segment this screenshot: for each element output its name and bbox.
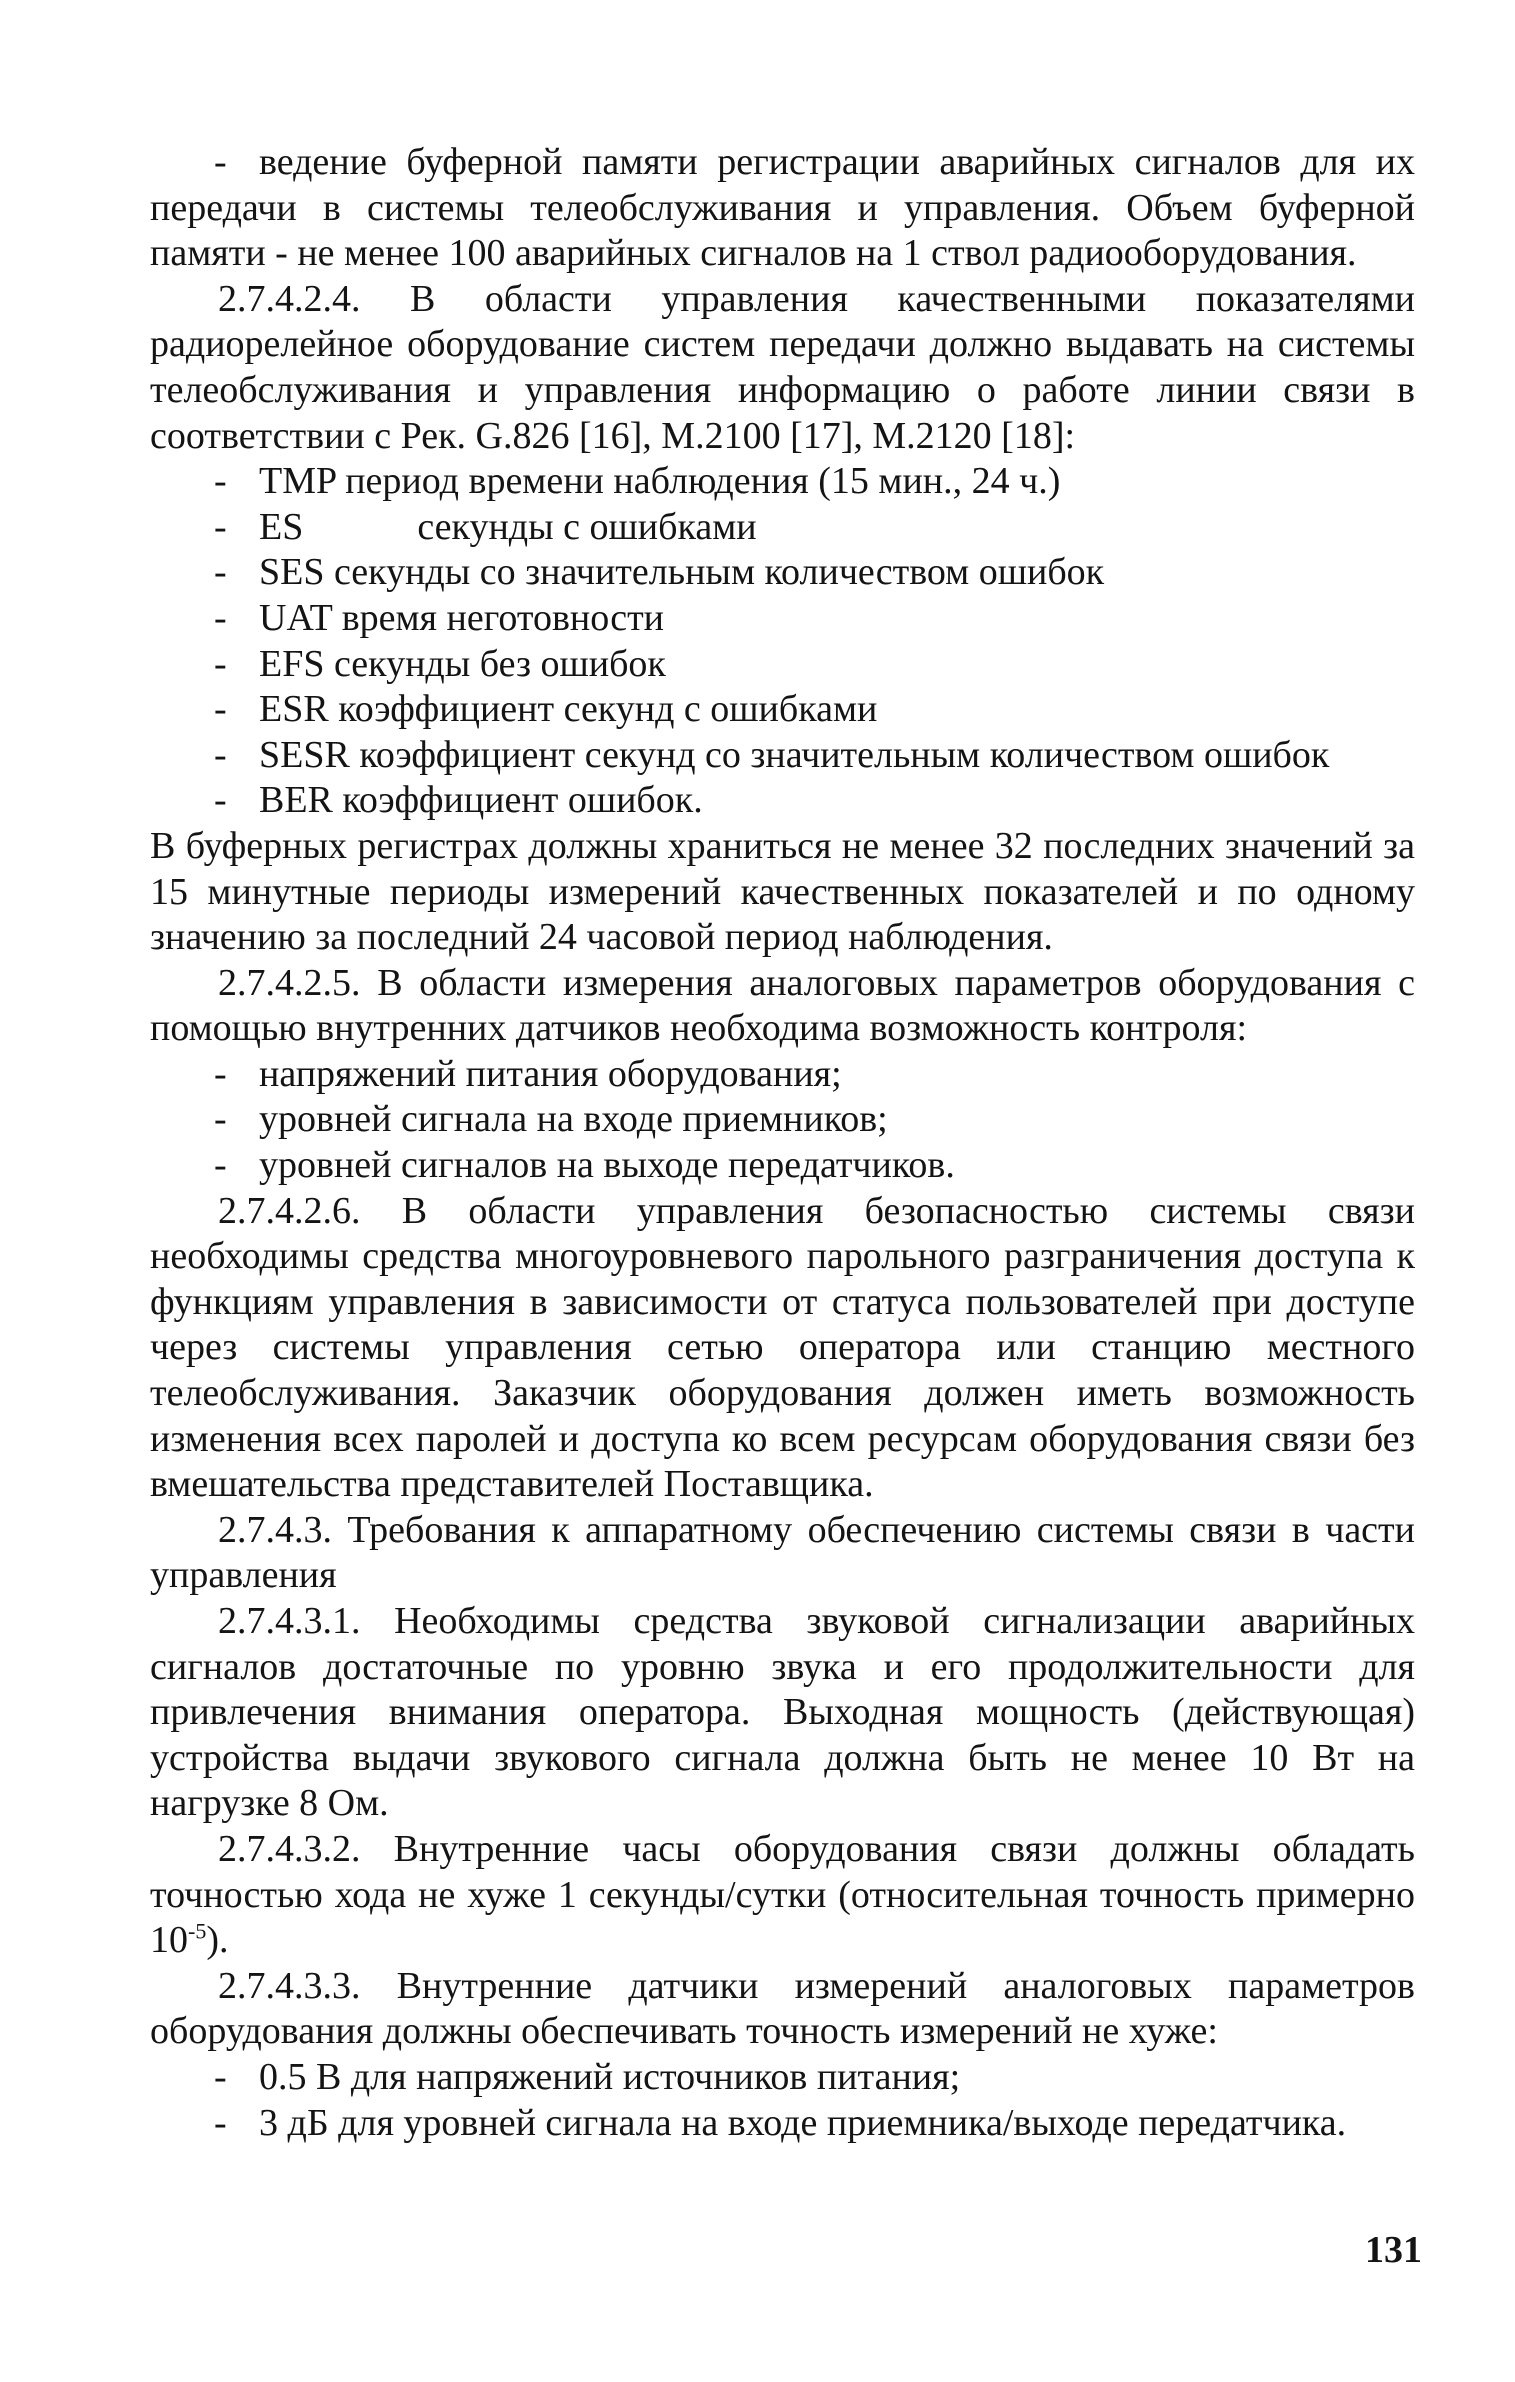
list-item — [150, 733, 1415, 779]
list-dash: - — [214, 1098, 227, 1141]
list-item — [150, 140, 1415, 277]
accuracy-voltage: 0.5 В для напряжений источников питания; — [259, 2055, 961, 2098]
page-number: 131 — [1365, 2229, 1422, 2271]
list-dash: - — [214, 2055, 227, 2098]
paragraph-2-7-4-3: 2.7.4.3. Требования к аппаратному обеспечению системы связи в части управления — [150, 1508, 1415, 1597]
analog-param-voltage: напряжений питания оборудования; — [259, 1052, 842, 1095]
list-dash: - — [214, 642, 227, 685]
paragraph-2-7-4-3-2 — [150, 1827, 1415, 1964]
list-item — [150, 778, 1415, 824]
paragraph-2-7-4-3-2-text: 2.7.4.3.2. Внутренние часы оборудования связи должны обладать точностью хода не хуже 1 секунды/сутки (относительная точность примерно 10 — [150, 1827, 1415, 1962]
quality-metric-sesr: SESR коэффициент секунд со значительным количеством ошибок — [259, 733, 1330, 776]
quality-metric-ses: SES секунды со значительным количеством ошибок — [259, 551, 1105, 594]
list-item — [150, 2055, 1415, 2101]
list-item — [150, 642, 1415, 688]
quality-metric-tmp: TMP период времени наблюдения (15 мин., 24 ч.) — [259, 460, 1061, 503]
body-text — [150, 140, 1415, 2146]
paragraph-2-7-4-3-3: 2.7.4.3.3. Внутренние датчики измерений аналоговых параметров оборудования должны обеспечивать точность измерений не хуже: — [150, 1964, 1415, 2053]
paragraph-2-7-4-3-2-end: ). — [206, 1919, 229, 1962]
list-item — [150, 459, 1415, 505]
list-dash: - — [214, 596, 227, 639]
quality-metric-efs: EFS секунды без ошибок — [259, 642, 666, 685]
list-dash: - — [214, 779, 227, 822]
quality-metric-ber: BER коэффициент ошибок. — [259, 779, 703, 822]
quality-metric-uat: UAT время неготовности — [259, 596, 665, 639]
list-dash: - — [214, 733, 227, 776]
paragraph-2-7-4-2-6: 2.7.4.2.6. В области управления безопасностью системы связи необходимы средства многоуровневого парольного разграничения доступа к функциям управления в зависимости от статуса пользователей при доступе через системы управления сетью оператора или станцию местного телеобслуживания. Заказчик оборудования должен иметь возможность изменения всех паролей и доступа ко всем ресурсам оборудования связи без вмешательства представителей Поставщика. — [150, 1189, 1415, 1506]
list-item — [150, 505, 1415, 551]
list-item — [150, 1052, 1415, 1098]
analog-param-tx-level: уровней сигналов на выходе передатчиков. — [259, 1144, 955, 1187]
list-dash: - — [214, 1052, 227, 1095]
quality-metric-es: ES секунды с ошибками — [259, 505, 757, 548]
list-dash: - — [214, 141, 227, 183]
list-dash: - — [214, 551, 227, 594]
list-item — [150, 550, 1415, 596]
paragraph-buffer-memory-start: ведение буферной памяти регистрации аварийных сигналов для их передачи в системы телеобслуживания и управления. Объем буферной памяти - не менее 100 аварийных сигналов на 1 ствол радиооборудования. — [150, 141, 1415, 275]
list-item — [150, 2101, 1415, 2147]
list-dash: - — [214, 505, 227, 548]
paragraph-2-7-4-2-4: 2.7.4.2.4. В области управления качественными показателями радиорелейное оборудование систем передачи должно выдавать на системы телеобслуживания и управления информацию о работе линии связи в соответствии с Рек. G.826 [16], M.2100 [17], M.2120 [18]: — [150, 277, 1415, 457]
list-item — [150, 687, 1415, 733]
quality-metric-esr: ESR коэффициент секунд с ошибками — [259, 688, 878, 731]
paragraph-buffer-registers: В буферных регистрах должны храниться не менее 32 последних значений за 15 минутные периоды измерений качественных показателей и по одному значению за последний 24 часовой период наблюдения. — [150, 824, 1415, 959]
list-dash: - — [214, 2101, 227, 2144]
list-dash: - — [214, 1144, 227, 1187]
list-item — [150, 1097, 1415, 1143]
paragraph-2-7-4-2-5: 2.7.4.2.5. В области измерения аналоговых параметров оборудования с помощью внутренних датчиков необходима возможность контроля: — [150, 961, 1415, 1050]
list-item — [150, 1143, 1415, 1189]
analog-param-rx-level: уровней сигнала на входе приемников; — [259, 1098, 888, 1141]
list-dash: - — [214, 460, 227, 503]
paragraph-2-7-4-3-1: 2.7.4.3.1. Необходимы средства звуковой сигнализации аварийных сигналов достаточные по уровню звука и его продолжительности для привлечения внимания оператора. Выходная мощность (действующая) устройства выдачи звукового сигнала должна быть не менее 10 Вт на нагрузке 8 Ом. — [150, 1600, 1415, 1825]
accuracy-signal-level: 3 дБ для уровней сигнала на входе приемника/выходе передатчика. — [259, 2101, 1347, 2144]
exponent: -5 — [188, 1918, 207, 1944]
list-dash: - — [214, 688, 227, 731]
list-item — [150, 596, 1415, 642]
